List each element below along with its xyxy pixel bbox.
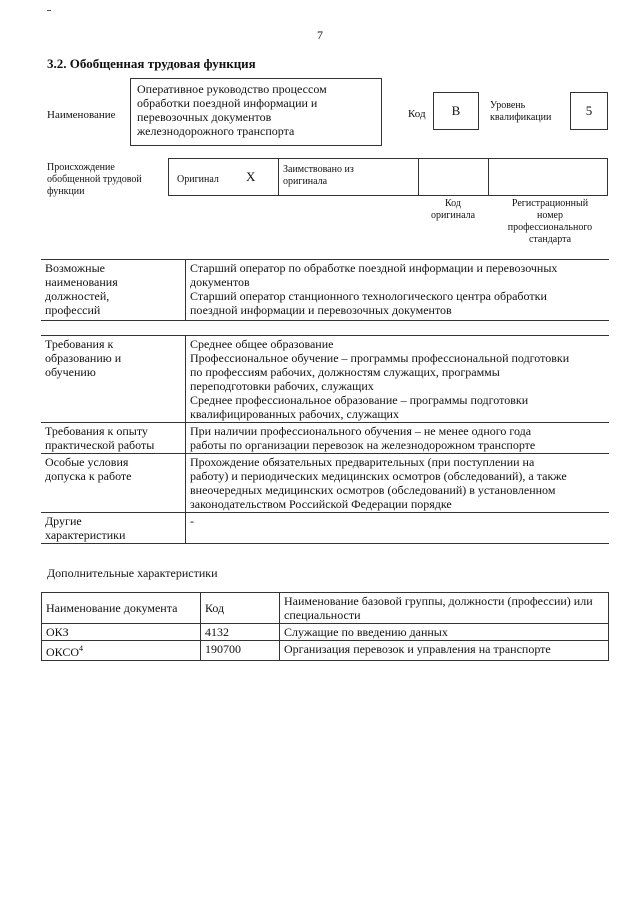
code-cell: 4132 xyxy=(201,624,280,641)
value-line: по профессиям рабочих, должностям служащих, программы xyxy=(190,365,500,379)
requirement-label-cell xyxy=(41,336,186,423)
doc-cell xyxy=(42,641,201,661)
page-number: 7 xyxy=(317,28,323,42)
original-mark: X xyxy=(246,169,256,184)
label-line: Требования к опыту xyxy=(45,424,148,438)
requirement-label-cell xyxy=(41,513,186,544)
corner-mark xyxy=(47,10,51,11)
function-name-line: железнодорожного транспорта xyxy=(137,124,295,138)
label-line: Особые условия xyxy=(45,455,129,469)
positions-values-cell xyxy=(186,260,610,321)
doc-cell: ОКЗ xyxy=(42,624,201,641)
value-line: переподготовки рабочих, служащих xyxy=(190,379,374,393)
name-cell: Служащие по введению данных xyxy=(280,624,609,641)
table-row xyxy=(41,336,609,423)
additional-table xyxy=(41,592,609,661)
value-line: Старший оператор по обработке поездной информации и перевозочных xyxy=(190,261,558,275)
requirement-value-cell xyxy=(186,513,610,544)
section-title: 3.2. Обобщенная трудовая функция xyxy=(47,56,256,71)
label-line: профессий xyxy=(45,303,101,317)
label-line: Другие xyxy=(45,514,82,528)
value-line: законодательством Российской Федерации порядке xyxy=(190,497,452,511)
value-line: Среднее общее образование xyxy=(190,337,334,351)
header-cell: Код xyxy=(201,593,280,624)
value-line: - xyxy=(190,514,194,528)
value-line: поездной информации и перевозочных документов xyxy=(190,303,452,317)
caption-line: номер xyxy=(537,210,563,221)
value-line: внеочередных медицинских осмотров (обследований) в установленном xyxy=(190,483,556,497)
origin-label-line: функции xyxy=(47,186,85,197)
code-cell: 190700 xyxy=(201,641,280,661)
table-row xyxy=(41,423,609,454)
original-label: Оригинал xyxy=(177,174,219,185)
value-line: Профессиональное обучение – программы профессиональной подготовки xyxy=(190,351,570,365)
function-name-box xyxy=(130,78,382,146)
label-line: практической работы xyxy=(45,438,155,452)
value-line: работы по организации перевозок на железнодорожном транспорте xyxy=(190,438,536,452)
level-value-box: 5 xyxy=(570,92,608,130)
label-line: характеристики xyxy=(45,528,126,542)
function-name-line: обработки поездной информации и xyxy=(137,96,318,110)
requirement-value-cell xyxy=(186,423,610,454)
requirement-value-cell xyxy=(186,454,610,513)
borrowed-label-line: оригинала xyxy=(283,176,328,187)
label-line: Возможные xyxy=(45,261,105,275)
value-line: документов xyxy=(190,275,250,289)
label-line: обучению xyxy=(45,365,96,379)
level-label-line: квалификации xyxy=(490,112,552,123)
label-line: наименования xyxy=(45,275,118,289)
origin-label-line: Происхождение xyxy=(47,162,115,173)
table-row xyxy=(41,513,609,544)
label-line: допуска к работе xyxy=(45,469,132,483)
additional-title: Дополнительные характеристики xyxy=(47,566,218,580)
header-cell: Наименование документа xyxy=(42,593,201,624)
value-line: Прохождение обязательных предварительных (при поступлении на xyxy=(190,455,535,469)
footnote-mark: 4 xyxy=(79,644,84,653)
positions-label-cell xyxy=(41,260,186,321)
code-label: Код xyxy=(408,108,426,120)
reg-number-caption xyxy=(492,198,608,246)
name-label: Наименование xyxy=(47,109,116,121)
table-row xyxy=(42,641,609,661)
borrowed-label-line: Заимствовано из xyxy=(283,164,354,175)
table-header-row xyxy=(42,593,609,624)
origin-grid xyxy=(168,158,608,196)
caption-line: Регистрационный xyxy=(511,198,589,209)
label-line: образованию и xyxy=(45,351,122,365)
name-cell: Организация перевозок и управления на транспорте xyxy=(280,641,609,661)
value-line: квалифицированных рабочих, служащих xyxy=(190,407,399,421)
function-name-line: перевозочных документов xyxy=(137,110,272,124)
requirement-label-cell xyxy=(41,454,186,513)
value-line: работу) и периодических медицинских осмотров (обследований), а также xyxy=(190,469,567,483)
value-line: Среднее профессиональное образование – программы подготовки xyxy=(190,393,529,407)
function-name-line: Оперативное руководство процессом xyxy=(137,82,327,96)
table-row xyxy=(42,624,609,641)
level-label xyxy=(490,100,551,124)
header-cell: Наименование базовой группы, должности (профессии) или специальности xyxy=(280,593,609,624)
origin-label-line: обобщенной трудовой xyxy=(47,174,142,185)
caption-line: Код xyxy=(445,198,461,209)
code-original-caption xyxy=(420,198,486,222)
code-value-box: B xyxy=(433,92,479,130)
label-line: должностей, xyxy=(45,289,110,303)
label-line: Требования к xyxy=(45,337,114,351)
caption-line: профессионального xyxy=(507,222,593,233)
value-line: При наличии профессионального обучения – не менее одного года xyxy=(190,424,532,438)
table-row xyxy=(41,454,609,513)
requirement-value-cell xyxy=(186,336,610,423)
caption-line: оригинала xyxy=(430,210,476,221)
caption-line: стандарта xyxy=(528,234,572,245)
positions-table xyxy=(41,259,609,321)
doc-name: ОКСО xyxy=(46,645,80,659)
requirements-table xyxy=(41,335,609,544)
level-label-line: Уровень xyxy=(490,100,526,111)
origin-label xyxy=(47,162,142,198)
value-line: Старший оператор станционного технологического центра обработки xyxy=(190,289,547,303)
requirement-label-cell xyxy=(41,423,186,454)
borrowed-label xyxy=(283,164,354,188)
